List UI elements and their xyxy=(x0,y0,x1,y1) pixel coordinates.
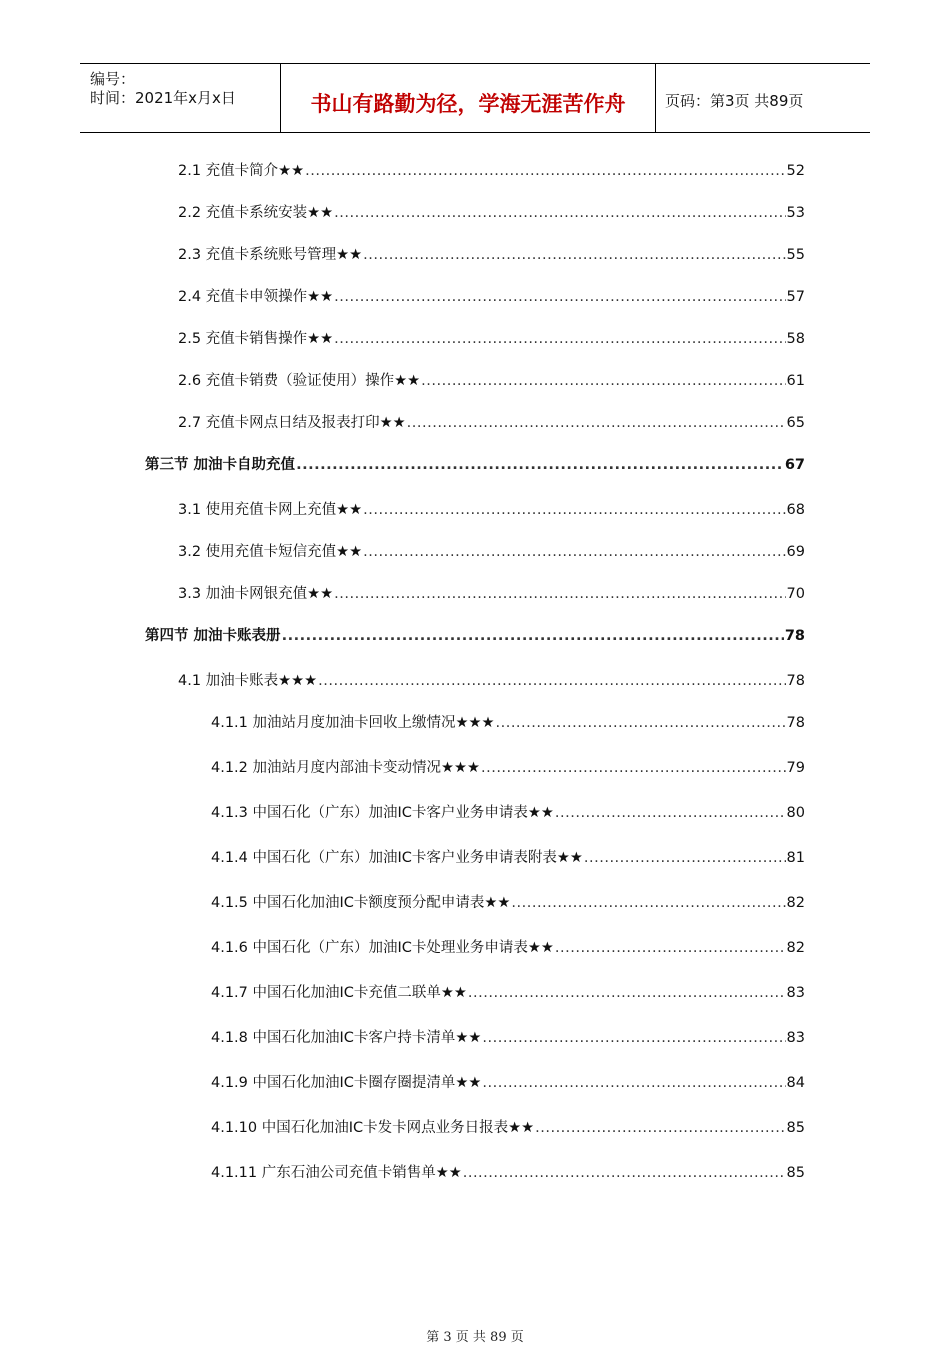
toc-dot-leader xyxy=(555,937,786,959)
toc-dot-leader xyxy=(334,583,785,605)
toc-entry[interactable] xyxy=(145,454,805,476)
toc-entry[interactable] xyxy=(178,328,805,350)
toc-entry[interactable] xyxy=(211,1072,805,1094)
toc-dot-leader xyxy=(363,244,785,266)
toc-dot-leader xyxy=(334,202,785,224)
toc-entry-title: 4.1 加油卡账表★★★ xyxy=(178,673,318,689)
toc-entry-title: 2.5 充值卡销售操作★★ xyxy=(178,331,334,347)
toc-entry[interactable] xyxy=(178,286,805,308)
toc-dot-leader xyxy=(318,670,785,692)
toc-entry-page: 53 xyxy=(786,205,805,221)
toc-dot-leader xyxy=(463,1162,786,1184)
toc-entry-page: 80 xyxy=(786,805,805,821)
toc-entry-title: 2.7 充值卡网点日结及报表打印★★ xyxy=(178,415,406,431)
toc-dot-leader xyxy=(584,847,786,869)
toc-entry[interactable] xyxy=(178,202,805,224)
toc-entry-title: 4.1.5 中国石化加油IC卡额度预分配申请表★★ xyxy=(211,895,511,911)
toc-entry-page: 55 xyxy=(786,247,805,263)
toc-entry[interactable] xyxy=(211,982,805,1004)
toc-entry-page: 61 xyxy=(786,373,805,389)
toc-entry-page: 65 xyxy=(786,415,805,431)
toc-dot-leader xyxy=(555,802,786,824)
toc-entry-page: 81 xyxy=(786,850,805,866)
toc-entry-title: 3.1 使用充值卡网上充值★★ xyxy=(178,502,363,518)
toc-entry-title: 4.1.8 中国石化加油IC卡客户持卡清单★★ xyxy=(211,1030,482,1046)
toc-entry[interactable] xyxy=(178,370,805,392)
toc-entry-title: 4.1.6 中国石化（广东）加油IC卡处理业务申请表★★ xyxy=(211,940,554,956)
toc-dot-leader xyxy=(482,1072,785,1094)
header-motto: 书山有路勤为径，学海无涯苦作舟 xyxy=(310,92,626,116)
toc-entry-page: 82 xyxy=(786,940,805,956)
toc-dot-leader xyxy=(421,370,785,392)
toc-entry-title: 4.1.4 中国石化（广东）加油IC卡客户业务申请表附表★★ xyxy=(211,850,583,866)
page-footer: 第 3 页 共 89 页 xyxy=(426,1330,524,1345)
toc-entry[interactable] xyxy=(211,757,805,779)
header-page-info: 页码：第3页 共89页 xyxy=(665,92,804,110)
toc-entry-title: 4.1.1 加油站月度加油卡回收上缴情况★★★ xyxy=(211,715,495,731)
toc-entry-page: 69 xyxy=(786,544,805,560)
toc-entry-title: 2.1 充值卡简介★★ xyxy=(178,163,305,179)
document-date-label: 时间：2021年x月x日 xyxy=(90,89,236,107)
toc-dot-leader xyxy=(363,541,785,563)
toc-entry-page: 84 xyxy=(786,1075,805,1091)
document-number-label: 编号： xyxy=(90,70,136,88)
toc-entry[interactable] xyxy=(211,1162,805,1184)
toc-entry-page: 52 xyxy=(786,163,805,179)
toc-dot-leader xyxy=(296,454,784,476)
toc-entry-page: 78 xyxy=(786,715,805,731)
toc-dot-leader xyxy=(334,286,785,308)
toc-entry[interactable] xyxy=(178,541,805,563)
toc-entry-page: 78 xyxy=(784,628,805,644)
toc-dot-leader xyxy=(535,1117,785,1139)
toc-entry-page: 83 xyxy=(786,985,805,1001)
toc-entry-title: 4.1.2 加油站月度内部油卡变动情况★★★ xyxy=(211,760,480,776)
toc-entry-title: 3.2 使用充值卡短信充值★★ xyxy=(178,544,363,560)
toc-entry[interactable] xyxy=(145,625,805,647)
toc-entry[interactable] xyxy=(211,1027,805,1049)
toc-entry-page: 79 xyxy=(786,760,805,776)
toc-entry-page: 68 xyxy=(786,502,805,518)
toc-entry-page: 70 xyxy=(786,586,805,602)
toc-entry-title: 4.1.3 中国石化（广东）加油IC卡客户业务申请表★★ xyxy=(211,805,554,821)
toc-dot-leader xyxy=(511,892,785,914)
toc-entry-page: 67 xyxy=(784,457,805,473)
toc-entry-title: 4.1.7 中国石化加油IC卡充值二联单★★ xyxy=(211,985,467,1001)
toc-entry[interactable] xyxy=(178,583,805,605)
toc-dot-leader xyxy=(282,625,784,647)
toc-entry[interactable] xyxy=(211,712,805,734)
toc-entry-title: 3.3 加油卡网银充值★★ xyxy=(178,586,334,602)
toc-entry-title: 2.3 充值卡系统账号管理★★ xyxy=(178,247,363,263)
toc-entry[interactable] xyxy=(211,1117,805,1139)
toc-entry-page: 85 xyxy=(786,1165,805,1181)
toc-entry-title: 第三节 加油卡自助充值 xyxy=(145,457,296,473)
toc-dot-leader xyxy=(305,160,785,182)
toc-entry-title: 4.1.11 广东石油公司充值卡销售单★★ xyxy=(211,1165,462,1181)
toc-dot-leader xyxy=(407,412,786,434)
toc-dot-leader xyxy=(482,1027,785,1049)
toc-entry[interactable] xyxy=(178,244,805,266)
toc-entry-title: 4.1.10 中国石化加油IC卡发卡网点业务日报表★★ xyxy=(211,1120,535,1136)
toc-entry-page: 85 xyxy=(786,1120,805,1136)
toc-dot-leader xyxy=(334,328,785,350)
toc-entry[interactable] xyxy=(178,412,805,434)
toc-dot-leader xyxy=(481,757,786,779)
toc-entry-page: 58 xyxy=(786,331,805,347)
toc-entry-page: 78 xyxy=(786,673,805,689)
toc-dot-leader xyxy=(468,982,786,1004)
toc-entry[interactable] xyxy=(178,160,805,182)
toc-entry-title: 2.6 充值卡销费（验证使用）操作★★ xyxy=(178,373,421,389)
toc-entry-title: 2.2 充值卡系统安装★★ xyxy=(178,205,334,221)
toc-entry[interactable] xyxy=(211,937,805,959)
toc-entry-page: 57 xyxy=(786,289,805,305)
toc-entry[interactable] xyxy=(211,802,805,824)
toc-entry-title: 2.4 充值卡申领操作★★ xyxy=(178,289,334,305)
toc-entry[interactable] xyxy=(178,499,805,521)
toc-entry-page: 82 xyxy=(786,895,805,911)
toc-entry[interactable] xyxy=(211,892,805,914)
toc-entry[interactable] xyxy=(211,847,805,869)
toc-entry-page: 83 xyxy=(786,1030,805,1046)
toc-entry-title: 4.1.9 中国石化加油IC卡圈存圈提清单★★ xyxy=(211,1075,482,1091)
toc-dot-leader xyxy=(496,712,786,734)
toc-entry[interactable] xyxy=(178,670,805,692)
toc-dot-leader xyxy=(363,499,785,521)
toc-entry-title: 第四节 加油卡账表册 xyxy=(145,628,281,644)
